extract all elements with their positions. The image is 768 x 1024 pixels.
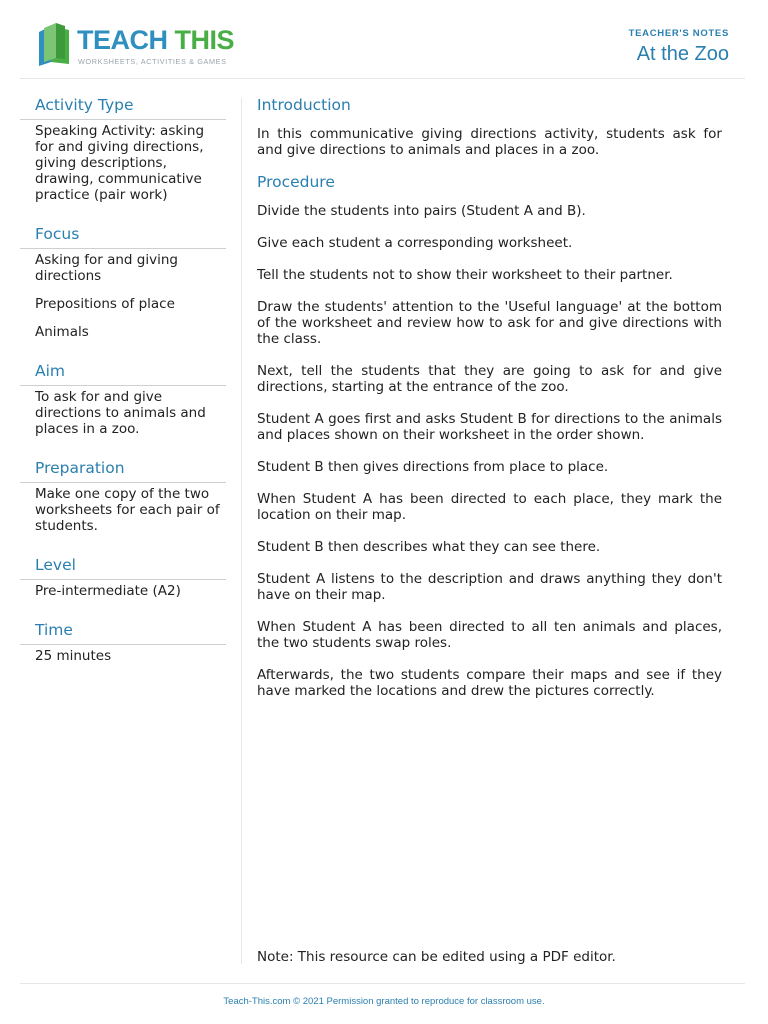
sidebar-heading: Activity Type xyxy=(20,94,226,120)
logo-wordmark xyxy=(77,25,234,55)
header-divider xyxy=(20,78,745,79)
sidebar-item: Speaking Activity: asking for and giving directions, giving descriptions, drawing, communicative practice (pair work) xyxy=(35,123,205,203)
sidebar-item: Pre-intermediate (A2) xyxy=(35,583,181,599)
procedure-step: Student B then describes what they can see there. xyxy=(257,539,601,555)
teach-this-logo[interactable] xyxy=(35,22,235,70)
book-logo-icon xyxy=(35,22,75,68)
sidebar-section xyxy=(20,619,226,664)
sidebar-section xyxy=(20,457,226,534)
sidebar-item: Asking for and giving directions xyxy=(35,252,178,284)
sidebar-heading: Focus xyxy=(20,223,226,249)
logo-word-this: THIS xyxy=(174,25,235,55)
sidebar-body xyxy=(20,580,226,599)
teachers-notes-label: TEACHER'S NOTES xyxy=(628,28,729,39)
sidebar-section xyxy=(20,223,226,340)
sidebar-body xyxy=(20,645,226,664)
procedure-list xyxy=(257,203,722,699)
sidebar-heading: Preparation xyxy=(20,457,226,483)
logo-word-teach: TEACH xyxy=(77,25,168,55)
procedure-step: Give each student a corresponding worksheet. xyxy=(257,235,573,251)
sidebar-body xyxy=(20,386,226,437)
column-divider xyxy=(241,98,242,964)
footer-divider xyxy=(20,983,745,984)
main-content xyxy=(257,94,722,715)
editing-note: Note: This resource can be edited using a PDF editor. xyxy=(257,949,616,965)
procedure-step: Tell the students not to show their worksheet to their partner. xyxy=(257,267,673,283)
sidebar-item: Animals xyxy=(35,324,89,340)
procedure-step: When Student A has been directed to all ten animals and places, the two students swap roles. xyxy=(257,619,722,651)
sidebar-item: To ask for and give directions to animals and places in a zoo. xyxy=(35,389,206,437)
page-footer[interactable]: Teach-This.com © 2021 Permission granted to reproduce for classroom use. xyxy=(223,996,545,1007)
sidebar-item: 25 minutes xyxy=(35,648,112,664)
procedure-heading: Procedure xyxy=(257,173,335,191)
sidebar-section xyxy=(20,554,226,599)
procedure-step: Next, tell the students that they are going to ask for and give directions, starting at the entrance of the zoo. xyxy=(257,363,722,395)
logo-tagline: WORKSHEETS, ACTIVITIES & GAMES xyxy=(78,57,227,66)
introduction-text: In this communicative giving directions activity, students ask for and give directions to animals and places in a zoo. xyxy=(257,126,722,158)
sidebar-heading: Time xyxy=(20,619,226,645)
procedure-step: Student B then gives directions from place to place. xyxy=(257,459,609,475)
sidebar-body xyxy=(20,483,226,534)
procedure-step: Student A listens to the description and draws anything they don't have on their map. xyxy=(257,571,722,603)
sidebar xyxy=(20,94,226,684)
procedure-step: When Student A has been directed to each place, they mark the location on their map. xyxy=(257,491,722,523)
sidebar-item: Make one copy of the two worksheets for each pair of students. xyxy=(35,486,220,534)
sidebar-section xyxy=(20,360,226,437)
sidebar-section xyxy=(20,94,226,203)
sidebar-body xyxy=(20,249,226,340)
procedure-step: Student A goes first and asks Student B for directions to the animals and places shown on their worksheet in the order shown. xyxy=(257,411,722,443)
sidebar-heading: Aim xyxy=(20,360,226,386)
page-header xyxy=(0,0,768,78)
procedure-step: Divide the students into pairs (Student A and B). xyxy=(257,203,586,219)
sidebar-item: Prepositions of place xyxy=(35,296,175,312)
sidebar-body xyxy=(20,120,226,203)
introduction-heading: Introduction xyxy=(257,96,351,114)
procedure-step: Afterwards, the two students compare their maps and see if they have marked the locations and drew the pictures correctly. xyxy=(257,667,722,699)
procedure-step: Draw the students' attention to the 'Useful language' at the bottom of the worksheet and review how to ask for and give directions with the class. xyxy=(257,299,722,347)
page-title: At the Zoo xyxy=(636,43,729,65)
sidebar-heading: Level xyxy=(20,554,226,580)
